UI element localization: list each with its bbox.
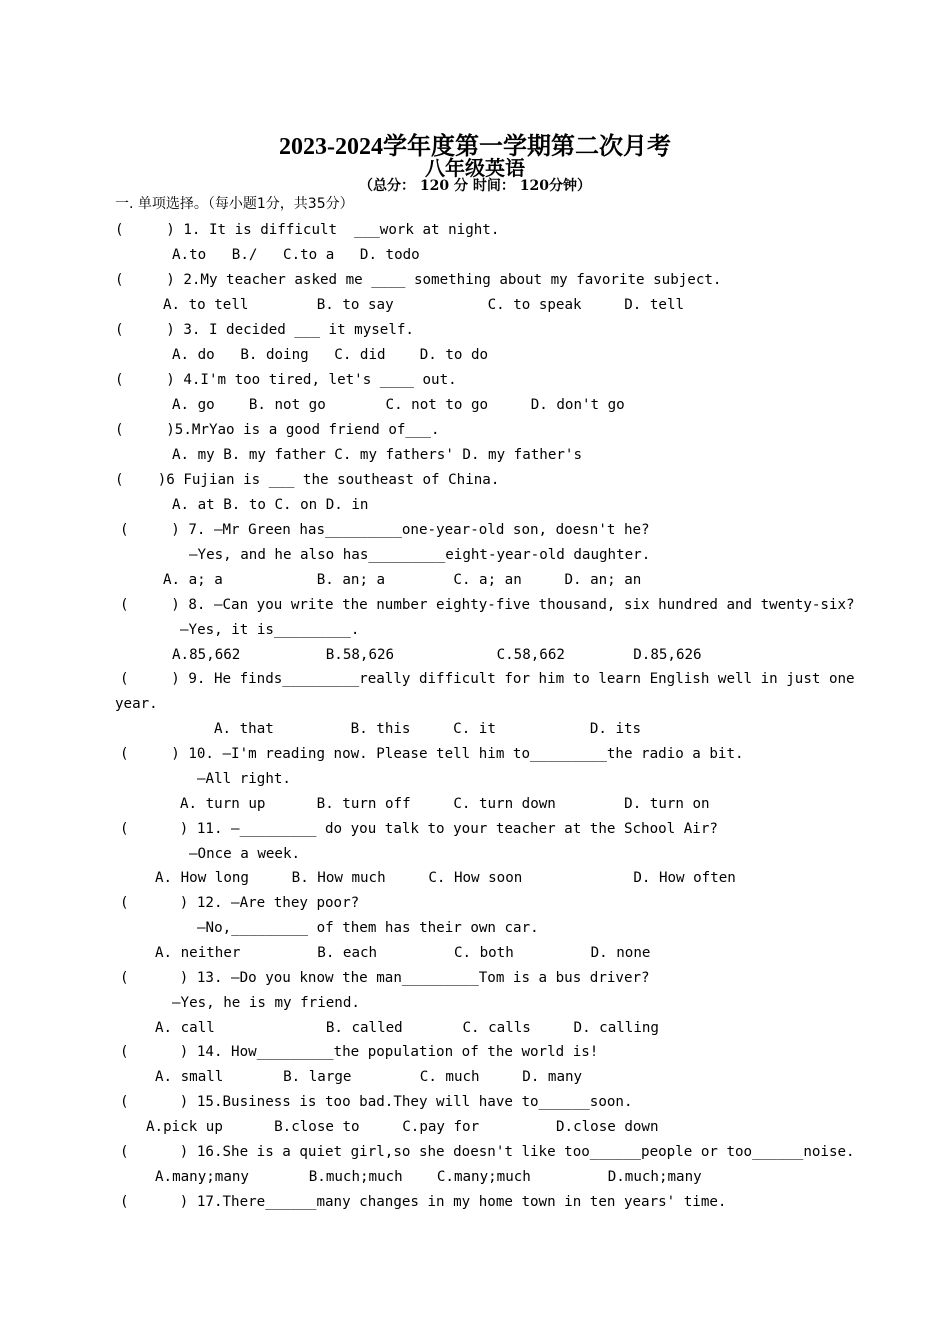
question-9-wrap: year.	[115, 696, 158, 712]
question-8: ( ) 8. —Can you write the number eighty-five thousand, six hundred and twenty-six?	[120, 597, 855, 613]
exam-info: （总分： 120 分 时间： 120分钟）	[359, 178, 591, 194]
exam-title: 2023-2024学年度第一学期第二次月考	[279, 134, 671, 160]
question-9: ( ) 9. He finds_________really difficult for him to learn English well in just one	[120, 671, 855, 687]
question-5: ( )5.MrYao is a good friend of___.	[115, 422, 440, 438]
question-11-reply: —Once a week.	[189, 846, 301, 862]
options-10: A. turn up B. turn off C. turn down D. turn on	[180, 796, 710, 812]
options-16: A.many;many B.much;much C.many;much D.much;many	[155, 1169, 702, 1185]
question-13-reply: —Yes, he is my friend.	[172, 995, 360, 1011]
question-3: ( ) 3. I decided ___ it myself.	[115, 322, 414, 338]
options-12: A. neither B. each C. both D. none	[155, 945, 651, 961]
options-6: A. at B. to C. on D. in	[172, 497, 369, 513]
exam-subtitle: 八年级英语	[425, 156, 525, 180]
options-3: A. do B. doing C. did D. to do	[172, 347, 489, 363]
question-14: ( ) 14. How_________the population of the world is!	[120, 1044, 599, 1060]
question-10: ( ) 10. —I'm reading now. Please tell him to_________the radio a bit.	[120, 746, 744, 762]
question-7-reply: —Yes, and he also has_________eight-year-old daughter.	[189, 547, 651, 563]
options-9: A. that B. this C. it D. its	[214, 721, 642, 737]
options-14: A. small B. large C. much D. many	[155, 1069, 583, 1085]
question-16: ( ) 16.She is a quiet girl,so she doesn't like too______people or too______noise.	[120, 1144, 855, 1160]
question-1: ( ) 1. It is difficult ___work at night.	[115, 222, 500, 238]
options-8: A.85,662 B.58,626 C.58,662 D.85,626	[172, 647, 702, 663]
question-15: ( ) 15.Business is too bad.They will have to______soon.	[120, 1094, 633, 1110]
question-17: ( ) 17.There______many changes in my home town in ten years' time.	[120, 1194, 727, 1210]
options-13: A. call B. called C. calls D. calling	[155, 1020, 659, 1036]
options-5: A. my B. my father C. my fathers' D. my father's	[172, 447, 582, 463]
question-6: ( )6 Fujian is ___ the southeast of China.	[115, 472, 500, 488]
section-heading: 一. 单项选择。（每小题1分，共35分）	[115, 196, 354, 212]
question-11: ( ) 11. —_________ do you talk to your teacher at the School Air?	[120, 821, 718, 837]
options-4: A. go B. not go C. not to go D. don't go	[172, 397, 625, 413]
question-12-reply: —No,_________ of them has their own car.	[197, 920, 539, 936]
question-10-reply: —All right.	[197, 771, 291, 787]
question-8-reply: —Yes, it is_________.	[180, 622, 360, 638]
question-12: ( ) 12. —Are they poor?	[120, 895, 360, 911]
options-1: A.to B./ C.to a D. todo	[172, 247, 420, 263]
options-2: A. to tell B. to say C. to speak D. tell	[163, 297, 685, 313]
question-7: ( ) 7. —Mr Green has_________one-year-old son, doesn't he?	[120, 522, 650, 538]
question-13: ( ) 13. —Do you know the man_________Tom is a bus driver?	[120, 970, 650, 986]
options-15: A.pick up B.close to C.pay for D.close down	[146, 1119, 659, 1135]
question-2: ( ) 2.My teacher asked me ____ something about my favorite subject.	[115, 272, 722, 288]
question-4: ( ) 4.I'm too tired, let's ____ out.	[115, 372, 457, 388]
options-11: A. How long B. How much C. How soon D. How often	[155, 870, 736, 886]
options-7: A. a; a B. an; a C. a; an D. an; an	[163, 572, 642, 588]
